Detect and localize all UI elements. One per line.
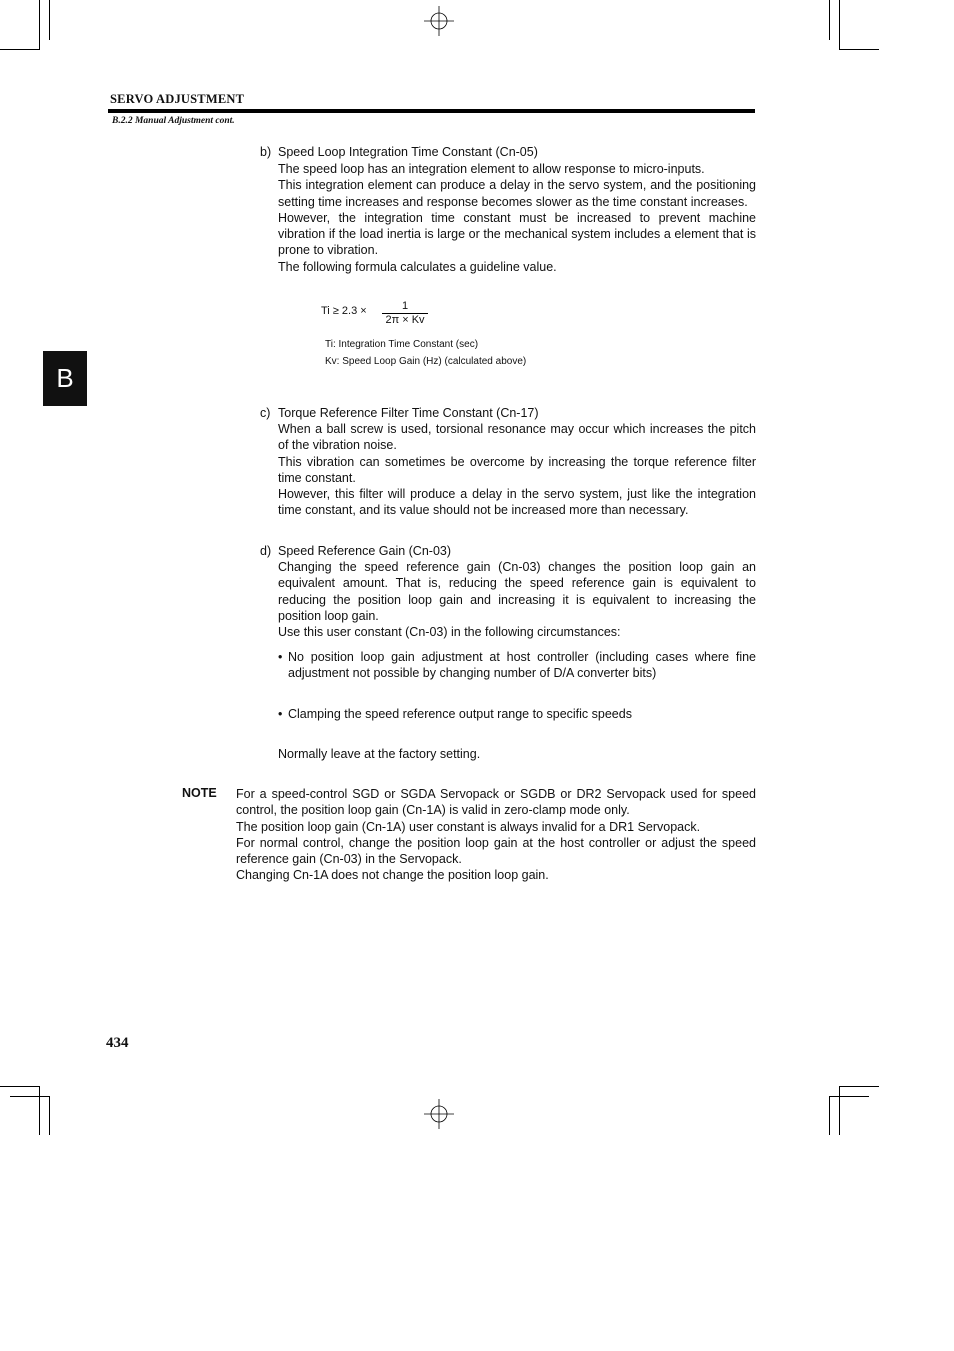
section-title: Speed Reference Gain (Cn-03)	[278, 544, 452, 558]
crop-mark	[39, 0, 40, 50]
section-heading	[260, 405, 760, 422]
crop-mark	[839, 1086, 840, 1135]
crop-mark	[839, 1086, 879, 1087]
section-title: Speed Loop Integration Time Constant (Cn-05)	[278, 145, 538, 159]
crop-mark	[0, 49, 40, 50]
paragraph: However, this filter will produce a delay in the servo system, just like the integration time constant, and its value should not be increased more than necessary.	[278, 487, 756, 518]
formula-fraction	[382, 300, 428, 327]
formula-denominator: 2π × Kv	[385, 314, 425, 326]
section-body	[278, 559, 756, 640]
paragraph: The speed loop has an integration element to allow response to micro-inputs.	[278, 162, 705, 176]
paragraph: This vibration can sometimes be overcome by increasing the torque reference filter time constant.	[278, 454, 756, 485]
note-body	[236, 786, 756, 884]
crop-mark	[39, 1086, 40, 1135]
section-label: d)	[260, 544, 272, 558]
note-paragraph: For a speed-control SGD or SGDA Servopack or SGDB or DR2 Servopack used for speed control, the position loop gain (Cn-1A) is valid in zero-clamp mode only.	[236, 787, 756, 818]
bullet-text: Clamping the speed reference output range to specific speeds	[288, 707, 632, 721]
crop-mark	[10, 1096, 50, 1097]
paragraph: Use this user constant (Cn-03) in the following circumstances:	[278, 625, 621, 640]
running-header-subtitle: B.2.2 Manual Adjustment cont.	[112, 116, 235, 126]
section-body	[278, 161, 756, 275]
formula-numerator: 1	[401, 300, 409, 312]
crop-mark	[49, 1096, 50, 1135]
paragraph: Changing the speed reference gain (Cn-03) changes the position loop gain an equivalent amount. That is, reducing the speed reference gain is equivalent to reducing the position loop gain and increasing it is equivalent to increasing the position loop gain.	[278, 560, 756, 623]
section-label: b)	[260, 145, 272, 159]
section-heading	[260, 144, 760, 161]
paragraph: The following formula calculates a guideline value.	[278, 259, 557, 274]
running-header-title: SERVO ADJUSTMENT	[110, 92, 245, 106]
header-rule	[108, 109, 755, 113]
section-title: Torque Reference Filter Time Constant (Cn-17)	[278, 406, 539, 420]
paragraph: When a ball screw is used, torsional resonance may occur which increases the pitch of the vibration noise.	[278, 422, 756, 453]
note-paragraph: Changing Cn-1A does not change the position loop gain.	[236, 868, 549, 883]
section-heading	[260, 543, 760, 560]
paragraph: However, the integration time constant must be increased to prevent machine vibration if the load inertia is large or the mechanical system includes a element that is prone to vibration.	[278, 210, 756, 258]
crop-mark	[839, 49, 879, 50]
crop-mark	[839, 0, 840, 50]
formula-lhs: Ti ≥ 2.3 ×	[321, 305, 367, 317]
bullet-item	[278, 649, 756, 682]
bullet-icon: •	[278, 707, 283, 721]
registration-target-icon	[424, 1099, 454, 1129]
registration-target-icon	[424, 6, 454, 36]
section-body	[278, 421, 756, 519]
bullet-icon: •	[278, 650, 283, 664]
crop-mark	[829, 1096, 830, 1135]
bullet-item	[278, 706, 756, 722]
note-paragraph: For normal control, change the position loop gain at the host controller or adjust the speed reference gain (Cn-03) in the Servopack.	[236, 835, 756, 867]
crop-mark	[49, 0, 50, 40]
section-label: c)	[260, 406, 271, 420]
closing-text: Normally leave at the factory setting.	[278, 747, 481, 761]
crop-mark	[0, 1086, 40, 1087]
bullet-text: No position loop gain adjustment at host controller (including cases where fine adjustment not possible by changing number of D/A converter bits)	[288, 650, 756, 681]
formula-definition: Kv: Speed Loop Gain (Hz) (calculated above)	[325, 356, 527, 367]
note-paragraph: The position loop gain (Cn-1A) user constant is always invalid for a DR1 Servopack.	[236, 819, 701, 834]
note-label: NOTE	[182, 786, 217, 800]
page-number: 434	[106, 1035, 129, 1051]
crop-mark	[829, 1096, 869, 1097]
formula-definition: Ti: Integration Time Constant (sec)	[325, 339, 479, 350]
paragraph: This integration element can produce a delay in the servo system, and the positioning setting time increases and response becomes slower as the time constant increases.	[278, 178, 756, 209]
section-tab: B	[43, 351, 87, 406]
crop-mark	[829, 0, 830, 40]
